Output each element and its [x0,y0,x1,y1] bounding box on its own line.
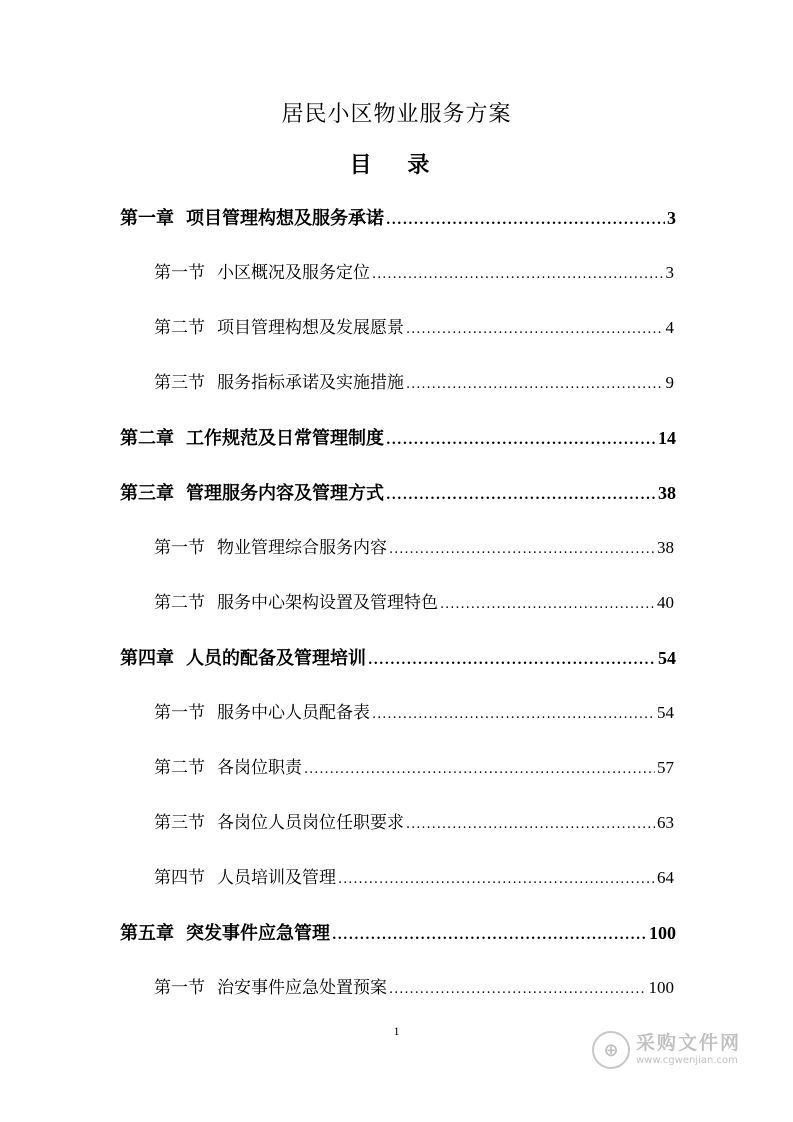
toc-leader [440,590,655,620]
toc-page: 4 [665,318,674,337]
toc-title: 突发事件应急管理 [186,923,330,944]
toc-page: 64 [657,868,674,887]
toc-section-3-2[interactable] [154,588,674,618]
toc-number: 第一章 [120,208,174,229]
toc-title: 项目管理构想及发展愿景 [217,318,404,338]
watermark-text [636,1032,741,1068]
document-title: 居民小区物业服务方案 [281,102,512,127]
toc-leader [406,315,664,345]
toc-page: 40 [657,593,674,612]
toc-leader [368,646,656,676]
toc-leader [389,535,655,565]
toc-chapter-2[interactable] [120,423,676,453]
toc-title: 各岗位人员岗位任职要求 [217,813,404,833]
watermark-logo-icon: ⊕ [592,1031,630,1069]
toc-title: 服务指标承诺及实施措施 [217,373,404,393]
page-number: 1 [393,1024,400,1038]
toc-leader [386,426,656,456]
toc-page: 100 [649,923,676,943]
toc-number: 第三节 [154,373,205,393]
toc-title: 人员培训及管理 [217,868,336,888]
toc-leader [332,921,647,951]
toc-number: 第五章 [120,923,174,944]
toc-title: 治安事件应急处置预案 [217,978,387,998]
toc-page: 14 [658,428,676,448]
toc-number: 第二节 [154,593,205,613]
toc-page: 3 [667,208,676,228]
toc-page: 9 [665,373,674,392]
toc-number: 第二节 [154,318,205,338]
toc-chapter-5[interactable] [120,918,676,948]
toc-page: 38 [658,483,676,503]
toc-number: 第一节 [154,538,205,558]
toc-section-1-1[interactable] [154,258,674,288]
toc-number: 第二章 [120,428,174,449]
toc-number: 第一节 [154,263,205,283]
toc-page: 57 [657,758,674,777]
toc-title: 物业管理综合服务内容 [217,538,387,558]
toc-page: 54 [657,703,674,722]
toc-section-4-2[interactable] [154,753,674,783]
toc-title: 各岗位职责 [217,758,302,778]
toc-title: 工作规范及日常管理制度 [186,428,384,449]
toc-title: 人员的配备及管理培训 [186,648,366,669]
toc-section-4-4[interactable] [154,863,674,893]
toc-title: 管理服务内容及管理方式 [186,483,384,504]
toc-title: 服务中心架构设置及管理特色 [217,593,438,613]
toc-section-1-2[interactable] [154,313,674,343]
toc-number: 第三章 [120,483,174,504]
toc-section-1-3[interactable] [154,368,674,398]
toc-section-5-1[interactable] [154,973,674,1003]
watermark [592,1028,772,1072]
toc-chapter-1[interactable] [120,203,676,233]
toc-page: 100 [648,978,674,997]
toc-leader [304,755,655,785]
toc-title: 项目管理构想及服务承诺 [186,208,384,229]
watermark-name: 采购文件网 [636,1032,742,1054]
toc-number: 第二节 [154,758,205,778]
toc-leader [372,700,655,730]
toc-section-3-1[interactable] [154,533,674,563]
toc-leader [406,370,664,400]
toc-number: 第一节 [154,703,205,723]
toc-heading: 目 录 [349,152,444,178]
toc-leader [386,206,665,236]
toc-number: 第四节 [154,868,205,888]
toc-section-4-3[interactable] [154,808,674,838]
toc-number: 第四章 [120,648,174,669]
toc-number: 第一节 [154,978,205,998]
toc-leader [372,260,664,290]
watermark-url: www.cgwenjian.com [636,1055,738,1066]
toc-number: 第三节 [154,813,205,833]
toc-title: 服务中心人员配备表 [217,703,370,723]
toc-section-4-1[interactable] [154,698,674,728]
toc-chapter-3[interactable] [120,478,676,508]
toc-leader [389,975,647,1005]
toc-leader [386,481,656,511]
toc-page: 38 [657,538,674,557]
toc-leader [406,810,655,840]
toc-page: 3 [665,263,674,282]
toc-page: 63 [657,813,674,832]
toc-page: 54 [658,648,676,668]
toc-chapter-4[interactable] [120,643,676,673]
toc-leader [338,865,655,895]
toc-title: 小区概况及服务定位 [217,263,370,283]
